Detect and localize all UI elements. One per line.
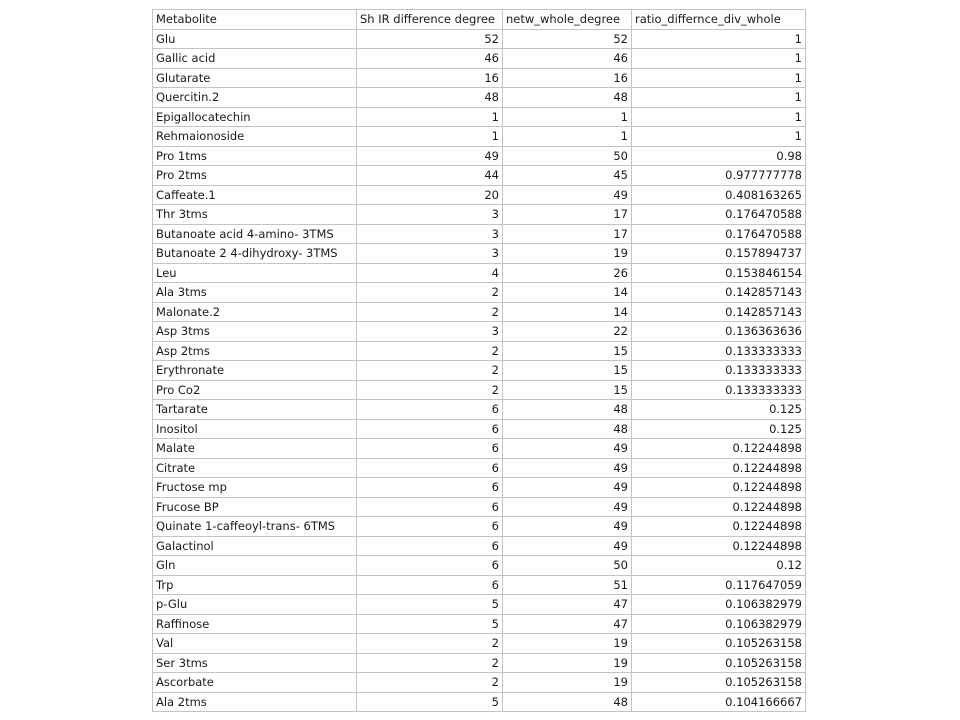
table-row	[153, 536, 806, 556]
metabolite-cell: Pro 2tms	[153, 166, 357, 186]
table-row	[153, 49, 806, 69]
difference-degree-cell: 3	[357, 322, 503, 342]
table-row	[153, 439, 806, 459]
metabolite-cell: Ascorbate	[153, 673, 357, 693]
whole-degree-cell: 19	[503, 653, 632, 673]
metabolite-cell: Val	[153, 634, 357, 654]
ratio-cell: 0.408163265	[632, 185, 806, 205]
ratio-cell: 0.133333333	[632, 341, 806, 361]
difference-degree-cell: 6	[357, 458, 503, 478]
whole-degree-cell: 52	[503, 29, 632, 49]
difference-degree-cell: 6	[357, 497, 503, 517]
whole-degree-cell: 45	[503, 166, 632, 186]
ratio-cell: 0.105263158	[632, 673, 806, 693]
metabolite-cell: Trp	[153, 575, 357, 595]
metabolite-cell: Glutarate	[153, 68, 357, 88]
ratio-cell: 0.12	[632, 556, 806, 576]
ratio-cell: 1	[632, 68, 806, 88]
whole-degree-cell: 49	[503, 185, 632, 205]
metabolite-cell: Pro 1tms	[153, 146, 357, 166]
metabolite-cell: Rehmaionoside	[153, 127, 357, 147]
whole-degree-cell: 17	[503, 224, 632, 244]
metabolite-cell: Asp 3tms	[153, 322, 357, 342]
ratio-cell: 0.106382979	[632, 595, 806, 615]
difference-degree-cell: 6	[357, 400, 503, 420]
whole-degree-cell: 50	[503, 556, 632, 576]
ratio-cell: 1	[632, 88, 806, 108]
header-metabolite: Metabolite	[153, 10, 357, 30]
metabolite-cell: p-Glu	[153, 595, 357, 615]
table-row	[153, 653, 806, 673]
table-row	[153, 166, 806, 186]
metabolite-cell: Fructose mp	[153, 478, 357, 498]
header-row	[153, 10, 806, 30]
whole-degree-cell: 49	[503, 497, 632, 517]
metabolite-cell: Ala 3tms	[153, 283, 357, 303]
table-row	[153, 127, 806, 147]
ratio-cell: 0.12244898	[632, 478, 806, 498]
whole-degree-cell: 49	[503, 517, 632, 537]
difference-degree-cell: 52	[357, 29, 503, 49]
table-row	[153, 673, 806, 693]
whole-degree-cell: 47	[503, 595, 632, 615]
difference-degree-cell: 2	[357, 380, 503, 400]
difference-degree-cell: 6	[357, 575, 503, 595]
table-row	[153, 361, 806, 381]
metabolite-cell: Erythronate	[153, 361, 357, 381]
ratio-cell: 0.105263158	[632, 653, 806, 673]
metabolite-cell: Pro Co2	[153, 380, 357, 400]
whole-degree-cell: 48	[503, 88, 632, 108]
ratio-cell: 0.12244898	[632, 517, 806, 537]
difference-degree-cell: 4	[357, 263, 503, 283]
difference-degree-cell: 6	[357, 517, 503, 537]
whole-degree-cell: 46	[503, 49, 632, 69]
ratio-cell: 1	[632, 107, 806, 127]
difference-degree-cell: 3	[357, 205, 503, 225]
difference-degree-cell: 2	[357, 361, 503, 381]
whole-degree-cell: 49	[503, 478, 632, 498]
ratio-cell: 1	[632, 29, 806, 49]
metabolite-cell: Malonate.2	[153, 302, 357, 322]
whole-degree-cell: 19	[503, 634, 632, 654]
metabolite-cell: Citrate	[153, 458, 357, 478]
table-row	[153, 107, 806, 127]
metabolite-cell: Asp 2tms	[153, 341, 357, 361]
table-row	[153, 185, 806, 205]
whole-degree-cell: 26	[503, 263, 632, 283]
whole-degree-cell: 48	[503, 400, 632, 420]
table-row	[153, 322, 806, 342]
whole-degree-cell: 15	[503, 341, 632, 361]
whole-degree-cell: 1	[503, 127, 632, 147]
table-row	[153, 478, 806, 498]
difference-degree-cell: 2	[357, 302, 503, 322]
ratio-cell: 0.12244898	[632, 458, 806, 478]
ratio-cell: 0.142857143	[632, 283, 806, 303]
table-row	[153, 400, 806, 420]
table-row	[153, 575, 806, 595]
whole-degree-cell: 19	[503, 244, 632, 264]
table-row	[153, 634, 806, 654]
metabolite-cell: Leu	[153, 263, 357, 283]
table-row	[153, 244, 806, 264]
difference-degree-cell: 6	[357, 478, 503, 498]
whole-degree-cell: 48	[503, 692, 632, 712]
whole-degree-cell: 19	[503, 673, 632, 693]
metabolite-cell: Raffinose	[153, 614, 357, 634]
metabolite-cell: Gallic acid	[153, 49, 357, 69]
difference-degree-cell: 3	[357, 244, 503, 264]
whole-degree-cell: 14	[503, 302, 632, 322]
table-row	[153, 205, 806, 225]
metabolite-cell: Gln	[153, 556, 357, 576]
difference-degree-cell: 20	[357, 185, 503, 205]
table-row	[153, 692, 806, 712]
table-row	[153, 419, 806, 439]
metabolite-cell: Galactinol	[153, 536, 357, 556]
difference-degree-cell: 6	[357, 439, 503, 459]
difference-degree-cell: 49	[357, 146, 503, 166]
ratio-cell: 0.125	[632, 419, 806, 439]
whole-degree-cell: 15	[503, 380, 632, 400]
table-row	[153, 517, 806, 537]
whole-degree-cell: 15	[503, 361, 632, 381]
ratio-cell: 0.12244898	[632, 497, 806, 517]
metabolite-cell: Frucose BP	[153, 497, 357, 517]
table-row	[153, 614, 806, 634]
ratio-cell: 0.12244898	[632, 439, 806, 459]
metabolite-cell: Ser 3tms	[153, 653, 357, 673]
table-row	[153, 302, 806, 322]
whole-degree-cell: 49	[503, 536, 632, 556]
difference-degree-cell: 2	[357, 634, 503, 654]
whole-degree-cell: 22	[503, 322, 632, 342]
whole-degree-cell: 49	[503, 439, 632, 459]
ratio-cell: 0.157894737	[632, 244, 806, 264]
whole-degree-cell: 47	[503, 614, 632, 634]
table-row	[153, 380, 806, 400]
whole-degree-cell: 1	[503, 107, 632, 127]
table-row	[153, 497, 806, 517]
table-row	[153, 29, 806, 49]
difference-degree-cell: 6	[357, 556, 503, 576]
header-netw-whole-degree: netw_whole_degree	[503, 10, 632, 30]
ratio-cell: 0.105263158	[632, 634, 806, 654]
ratio-cell: 0.117647059	[632, 575, 806, 595]
ratio-cell: 0.133333333	[632, 361, 806, 381]
difference-degree-cell: 1	[357, 107, 503, 127]
ratio-cell: 0.153846154	[632, 263, 806, 283]
table-row	[153, 556, 806, 576]
whole-degree-cell: 16	[503, 68, 632, 88]
difference-degree-cell: 6	[357, 419, 503, 439]
header-sh-ir-difference-degree: Sh IR difference degree	[357, 10, 503, 30]
whole-degree-cell: 48	[503, 419, 632, 439]
ratio-cell: 0.142857143	[632, 302, 806, 322]
table-row	[153, 341, 806, 361]
ratio-cell: 0.104166667	[632, 692, 806, 712]
difference-degree-cell: 5	[357, 692, 503, 712]
difference-degree-cell: 44	[357, 166, 503, 186]
whole-degree-cell: 50	[503, 146, 632, 166]
difference-degree-cell: 2	[357, 283, 503, 303]
whole-degree-cell: 17	[503, 205, 632, 225]
difference-degree-cell: 5	[357, 614, 503, 634]
metabolite-cell: Inositol	[153, 419, 357, 439]
header-ratio: ratio_differnce_div_whole	[632, 10, 806, 30]
metabolite-cell: Epigallocatechin	[153, 107, 357, 127]
whole-degree-cell: 51	[503, 575, 632, 595]
difference-degree-cell: 2	[357, 653, 503, 673]
metabolite-cell: Caffeate.1	[153, 185, 357, 205]
metabolite-cell: Butanoate acid 4-amino- 3TMS	[153, 224, 357, 244]
difference-degree-cell: 46	[357, 49, 503, 69]
metabolite-cell: Butanoate 2 4-dihydroxy- 3TMS	[153, 244, 357, 264]
difference-degree-cell: 2	[357, 673, 503, 693]
metabolite-cell: Glu	[153, 29, 357, 49]
difference-degree-cell: 6	[357, 536, 503, 556]
table-row	[153, 68, 806, 88]
metabolite-cell: Tartarate	[153, 400, 357, 420]
table-row	[153, 263, 806, 283]
ratio-cell: 1	[632, 49, 806, 69]
metabolite-cell: Malate	[153, 439, 357, 459]
difference-degree-cell: 3	[357, 224, 503, 244]
ratio-cell: 0.977777778	[632, 166, 806, 186]
difference-degree-cell: 1	[357, 127, 503, 147]
metabolite-cell: Ala 2tms	[153, 692, 357, 712]
table-row	[153, 88, 806, 108]
metabolite-table	[152, 9, 806, 712]
whole-degree-cell: 49	[503, 458, 632, 478]
ratio-cell: 1	[632, 127, 806, 147]
table-body	[153, 29, 806, 712]
ratio-cell: 0.176470588	[632, 205, 806, 225]
ratio-cell: 0.125	[632, 400, 806, 420]
ratio-cell: 0.98	[632, 146, 806, 166]
difference-degree-cell: 16	[357, 68, 503, 88]
ratio-cell: 0.133333333	[632, 380, 806, 400]
ratio-cell: 0.176470588	[632, 224, 806, 244]
ratio-cell: 0.136363636	[632, 322, 806, 342]
metabolite-cell: Thr 3tms	[153, 205, 357, 225]
difference-degree-cell: 5	[357, 595, 503, 615]
table-row	[153, 595, 806, 615]
table-row	[153, 458, 806, 478]
ratio-cell: 0.106382979	[632, 614, 806, 634]
ratio-cell: 0.12244898	[632, 536, 806, 556]
difference-degree-cell: 48	[357, 88, 503, 108]
table-row	[153, 283, 806, 303]
difference-degree-cell: 2	[357, 341, 503, 361]
table-row	[153, 146, 806, 166]
metabolite-cell: Quercitin.2	[153, 88, 357, 108]
whole-degree-cell: 14	[503, 283, 632, 303]
metabolite-cell: Quinate 1-caffeoyl-trans- 6TMS	[153, 517, 357, 537]
table-row	[153, 224, 806, 244]
